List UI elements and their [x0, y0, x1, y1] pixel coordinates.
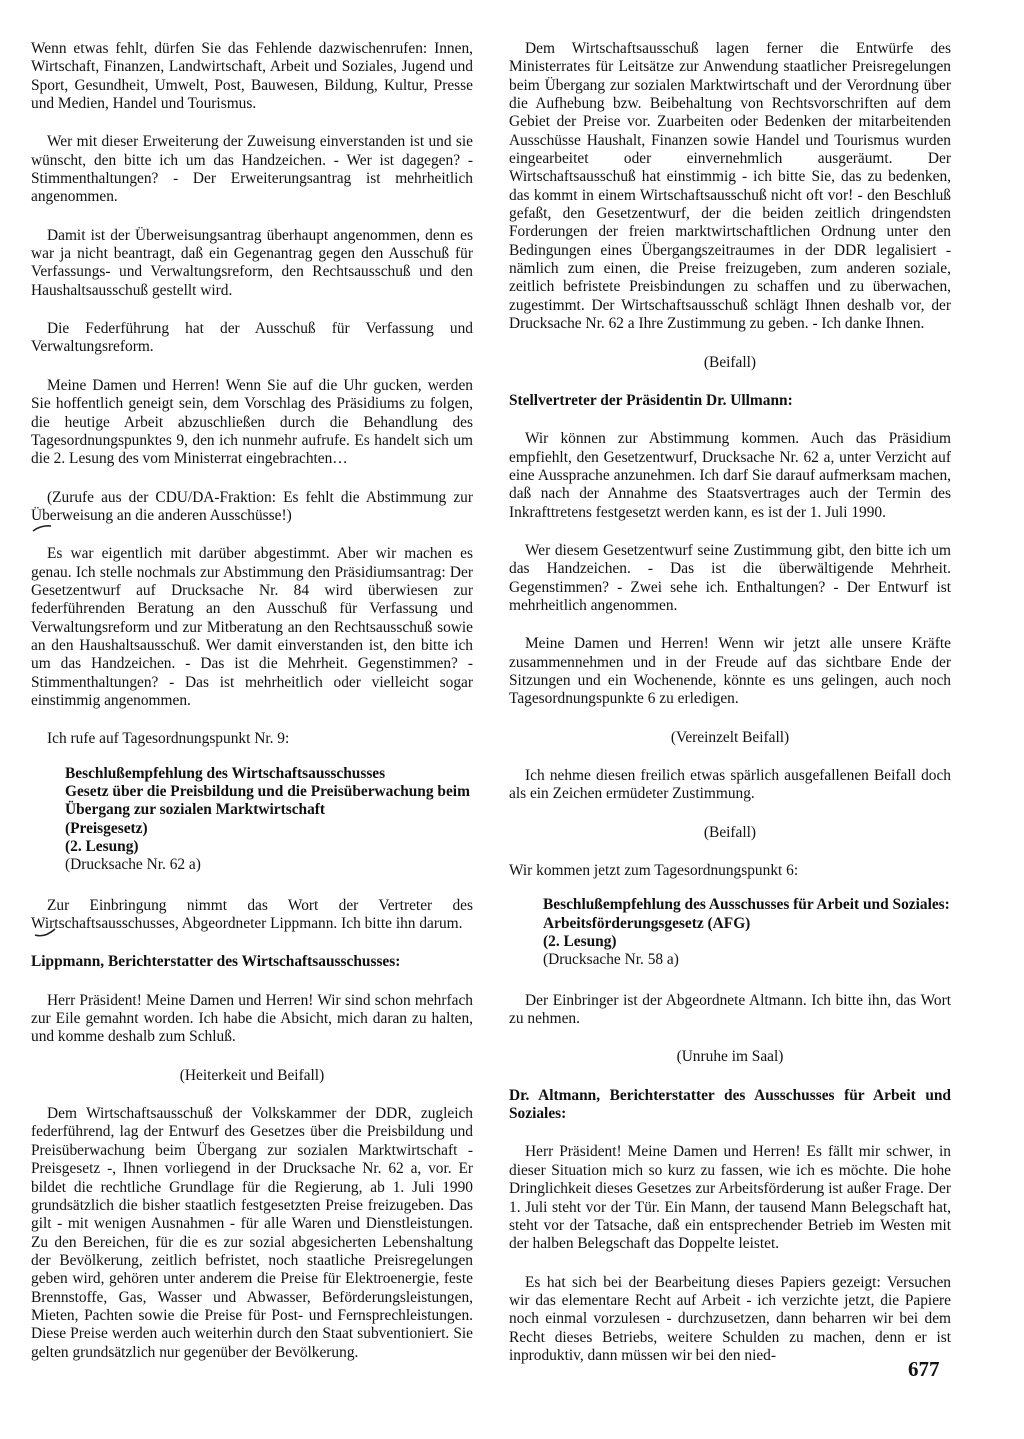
pen-mark-icon — [33, 928, 57, 938]
paragraph: Ich rufe auf Tagesordnungspunkt Nr. 9: — [47, 730, 290, 748]
left-column — [31, 40, 473, 1382]
agenda-reading: (2. Lesung) — [65, 838, 139, 856]
right-column — [509, 40, 951, 1385]
paragraph: Herr Präsident! Meine Damen und Herren! Wir sind schon mehrfach zur Eile gemahnt worden. Ich habe die Absicht, mich daran zu halten, und komme deshalb zum Schluß. — [31, 991, 473, 1046]
agenda-title: Beschlußempfehlung des Ausschusses für Arbeit und Soziales: — [543, 896, 950, 914]
paragraph: Die Federführung hat der Ausschuß für Verfassung und Verwaltungsreform. — [31, 320, 473, 356]
interjection: (Beifall) — [703, 353, 757, 371]
paragraph: Wir können zur Abstimmung kommen. Auch das Präsidium empfiehlt, den Gesetzentwurf, Drucksache Nr. 62 a, unter Verzicht auf eine Aussprache anzunehmen. Ich darf Sie darauf aufmerksam machen, daß nach der Annahme des Staatsvertrages auch der Termin des Inkrafttretens festgesetzt werden kann, es ist der 1. Juli 1990. — [509, 430, 951, 521]
paragraph: Wer diesem Gesetzentwurf seine Zustimmung gibt, den bitte ich um das Handzeichen. - Das ist die überwältigende Mehrheit. Gegenstimmen? - Zwei sehe ich. Enthaltungen? - Der Entwurf ist mehrheitlich angenommen. — [509, 541, 951, 614]
pen-mark-icon — [31, 523, 55, 533]
agenda-document: (Drucksache Nr. 62 a) — [65, 856, 201, 874]
paragraph: Es hat sich bei der Bearbeitung dieses Papiers gezeigt: Versuchen wir das elementare Recht auf Arbeit - ich verzichte jetzt, die Papiere noch einmal vorzulesen - durchzusetzen, dann beharren wir bei dem Recht dieses Betriebs, weitere Schulden zu machen, denn er ist inproduktiv, dann müssen wir bei den nied- — [509, 1273, 951, 1364]
agenda-title: Beschlußempfehlung des Wirtschaftsausschusses — [65, 764, 386, 782]
paragraph: Wenn etwas fehlt, dürfen Sie das Fehlende dazwischenrufen: Innen, Wirtschaft, Finanzen, Landwirtschaft, Arbeit und Soziales, Jugend und Sport, Gesundheit, Umwelt, Post, Bauwesen, Bildung, Kultur, Presse und Medien, Handel und Tourismus. — [31, 40, 473, 113]
page-number: 677 — [908, 1357, 940, 1381]
paragraph: Wer mit dieser Erweiterung der Zuweisung einverstanden ist und sie wünscht, den bitte ich um das Handzeichen. - Wer ist dagegen? - Stimmenthaltungen? - Der Erweiterungsantrag ist mehrheitlich angenommen. — [31, 133, 473, 206]
agenda-law: Arbeitsförderungsgesetz (AFG) — [543, 914, 751, 932]
speaker-heading: Stellvertreter der Präsidentin Dr. Ullmann: — [509, 391, 793, 409]
agenda-item — [65, 765, 473, 875]
paragraph: Herr Präsident! Meine Damen und Herren! Es fällt mir schwer, in dieser Situation mich so kurz zu fassen, wie ich es möchte. Die hohe Dringlichkeit dieses Gesetzes zur Arbeitsförderung ist außer Frage. Der 1. Juli steht vor der Tür. Ein Mann, der tausend Mann Belegschaft hat, steht vor der Tatsache, daß ein entsprechender Betrieb im Westen mit der halben Belegschaft das Doppelte leistet. — [509, 1143, 951, 1253]
interjection: (Zurufe aus der CDU/DA-Fraktion: Es fehlt die Abstimmung zur Überweisung an die anderen Ausschüsse!) — [31, 488, 473, 524]
paragraph: Ich nehme diesen freilich etwas spärlich ausgefallenen Beifall doch als ein Zeichen ermüdeter Zustimmung. — [509, 767, 951, 803]
paragraph: Meine Damen und Herren! Wenn wir jetzt alle unsere Kräfte zusammennehmen und in der Freude auf das sichtbare Ende der Sitzungen und ein Wochenende, könnte es uns gelingen, auch noch Tagesordnungspunkte 6 zu erledigen. — [509, 635, 951, 708]
interjection: (Beifall) — [703, 823, 757, 841]
paragraph: Wir kommen jetzt zum Tagesordnungspunkt 6: — [509, 862, 799, 880]
speaker-heading: Lippmann, Berichterstatter des Wirtschaftsausschusses: — [31, 953, 401, 971]
interjection: (Vereinzelt Beifall) — [670, 728, 790, 746]
agenda-document: (Drucksache Nr. 58 a) — [543, 951, 679, 969]
interjection: (Unruhe im Saal) — [676, 1048, 784, 1066]
paragraph: Der Einbringer ist der Abgeordnete Altmann. Ich bitte ihn, das Wort zu nehmen. — [509, 991, 951, 1028]
agenda-reading: (2. Lesung) — [543, 933, 617, 951]
paragraph: Damit ist der Überweisungsantrag überhaupt angenommen, denn es war ja nicht beantragt, daß ein Gegenantrag gegen den Ausschuß für Verfassungs- und Verwaltungsreform, den Rechtsausschuß und den Haushaltsausschuß gestellt wird. — [31, 226, 473, 299]
agenda-short-title: (Preisgesetz) — [65, 819, 148, 837]
interjection: (Heiterkeit und Beifall) — [179, 1066, 325, 1084]
paragraph: Zur Einbringung nimmt das Wort der Vertreter des Wirtschaftsausschusses, Abgeordneter Lippmann. Ich bitte ihn darum. — [31, 896, 473, 933]
agenda-item — [543, 896, 951, 969]
paragraph: Meine Damen und Herren! Wenn Sie auf die Uhr gucken, werden Sie hoffentlich geneigt sein, dem Vorschlag des Präsidiums zu folgen, die heutige Arbeit abzuschließen durch die Behandlung des Tagesordnungspunktes 9, den ich nunmehr aufrufe. Es handelt sich um die 2. Lesung des vom Ministerrat eingebrachten… — [31, 376, 473, 468]
paragraph: Es war eigentlich mit darüber abgestimmt. Aber wir machen es genau. Ich stelle nochmals zur Abstimmung den Präsidiumsantrag: Der Gesetzentwurf auf Drucksache Nr. 84 wird überwiesen zur federführenden Beratung an den Ausschuß für Verfassung und Verwaltungsreform und zur Mitberatung an den Rechtsausschuß sowie an den Haushaltsausschuß. Wer damit einverstanden ist, den bitte ich um das Handzeichen. - Das ist die Mehrheit. Gegenstimmen? - Stimmenthaltungen? - Das ist mehrheitlich oder vielleicht sogar einstimmig angenommen. — [31, 545, 473, 709]
paragraph: Dem Wirtschaftsausschuß lagen ferner die Entwürfe des Ministerrates für Leitsätze zur Anwendung staatlicher Preisregelungen beim Übergang zur sozialen Marktwirtschaft und der Verordnung über die Aufhebung bzw. Beibehaltung von Rechtsvorschriften auf dem Gebiet der Preise vor. Zuarbeiten oder Bedenken der mitarbeitenden Ausschüsse Haushalt, Finanzen sowie Handel und Tourismus wurden eingearbeitet oder einvernehmlich ausgeräumt. Der Wirtschaftsausschuß hat einstimmig - ich bitte Sie, das zu bedenken, das kommt in einem Wirtschaftsausschuß nicht oft vor! - den Beschluß gefaßt, den Gesetzentwurf, der die beiden zeitlich dringendsten Forderungen der freien marktwirtschaftlichen Ordnung unter den Bedingungen eines Übergangszeitraumes in der DDR legalisiert - nämlich zum einen, die Preise freizugeben, zum anderen soziale, zeitlich befristete Preisbindungen zu schaffen und zu überwachen, zugestimmt. Der Wirtschaftsausschuß schlägt Ihnen deshalb vor, der Drucksache Nr. 62 a Ihre Zustimmung zu geben. - Ich danke Ihnen. — [509, 40, 951, 333]
agenda-law: Gesetz über die Preisbildung und die Preisüberwachung beim Übergang zur sozialen Marktwirtschaft — [65, 783, 470, 819]
speaker-heading: Dr. Altmann, Berichterstatter des Ausschusses für Arbeit und Soziales: — [509, 1086, 951, 1123]
paragraph: Dem Wirtschaftsausschuß der Volkskammer der DDR, zugleich federführend, lag der Entwurf des Gesetzes über die Preisbildung und Preisüberwachung beim Übergang zur sozialen Marktwirtschaft - Preisgesetz -, Ihnen vorliegend in der Drucksache Nr. 62 a, vor. Er bildet die rechtliche Grundlage für die Regierung, ab 1. Juli 1990 grundsätzlich die bisher staatlich festgesetzten Preise freizugeben. Das gilt - mit wenigen Ausnahmen - für alle Waren und Dienstleistungen. Zu den Bereichen, für die es zur sozial abgesicherten Lebenshaltung der Bevölkerung, zeitlich befristet, noch staatliche Preisregelungen geben wird, gehören unter anderem die Preise für Elektroenergie, feste Brennstoffe, Gas, Wasser und Abwasser, Beförderungsleistungen, Mieten, Pachten sowie die Preise für Post- und Fernsprechleistungen. Diese Preise werden auch weiterhin durch den Staat subventioniert. Sie gelten grundsätzlich nur gegenüber der Bevölkerung. — [31, 1105, 473, 1361]
